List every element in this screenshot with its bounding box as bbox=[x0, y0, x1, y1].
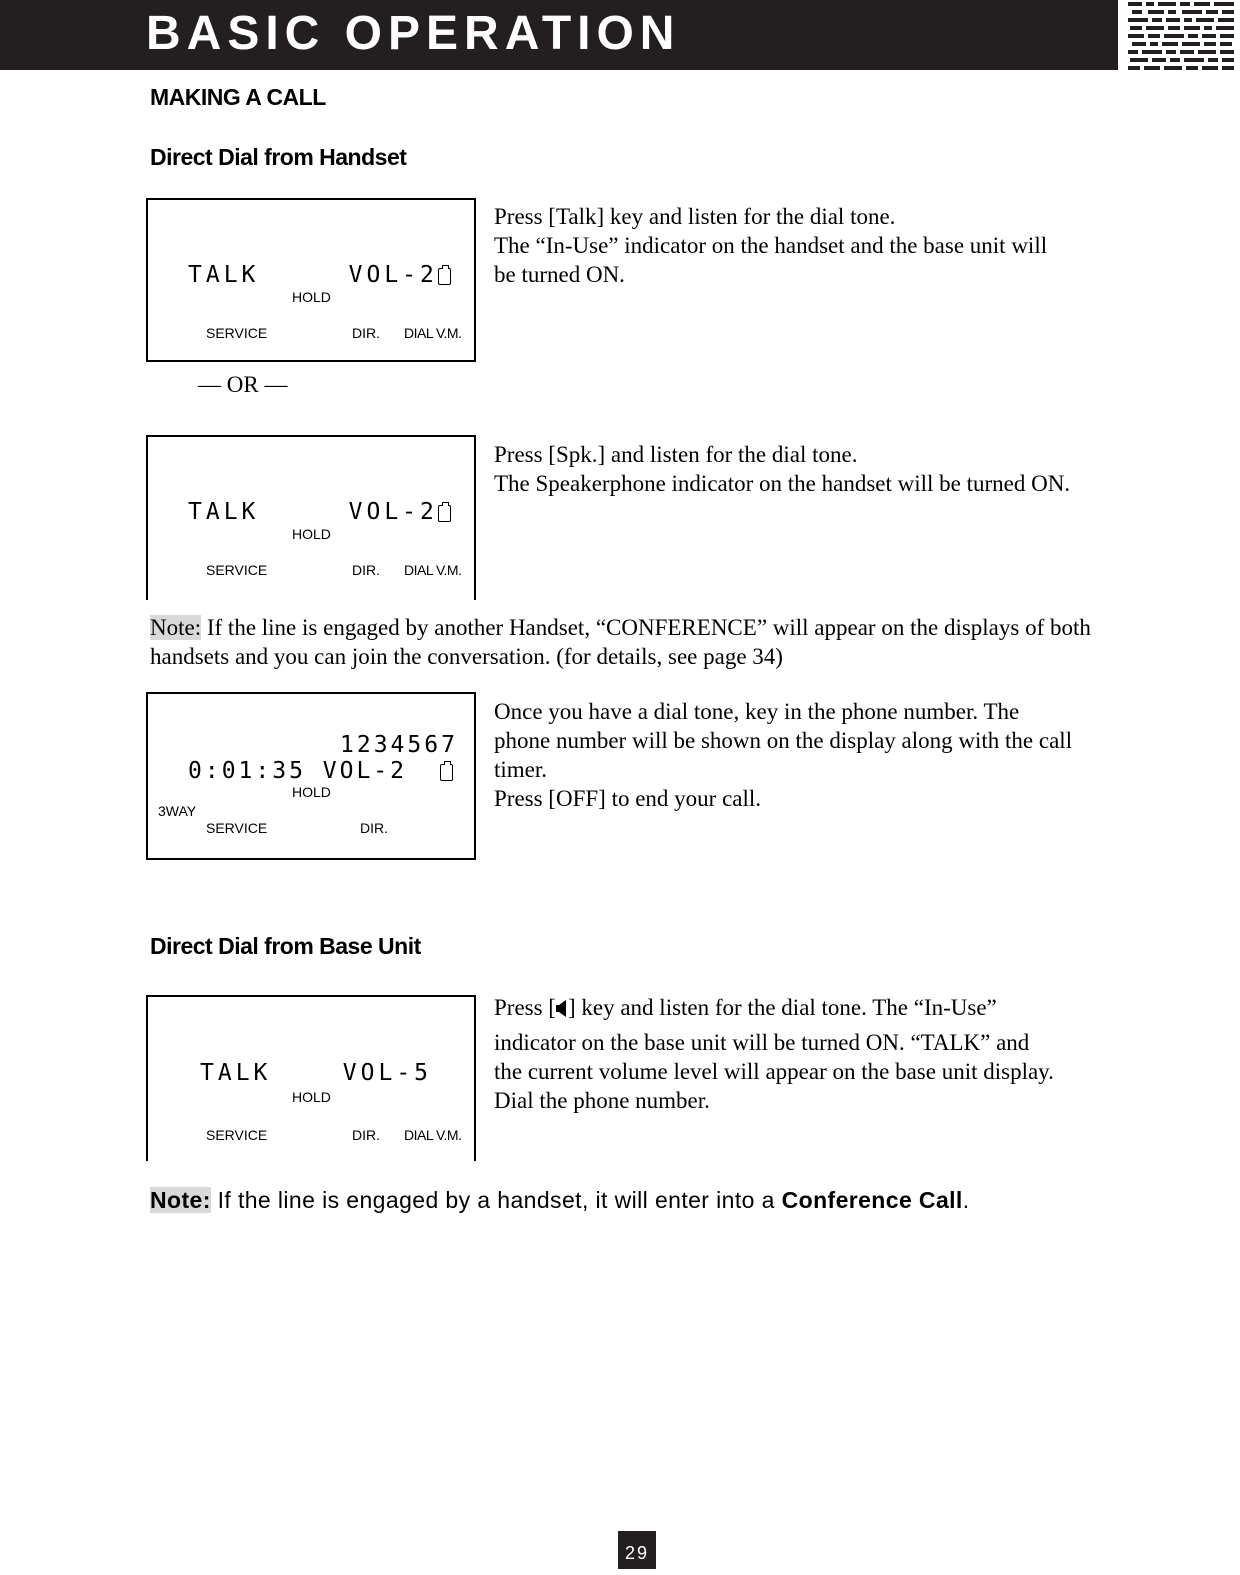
handset-display-3 bbox=[146, 692, 476, 860]
text-line: Press [Spk.] and listen for the dial tone. bbox=[494, 442, 858, 467]
base-conference-note bbox=[150, 1186, 1150, 1215]
base-heading: Direct Dial from Base Unit bbox=[150, 933, 421, 959]
text-line: phone number will be shown on the display along with the call bbox=[494, 728, 1073, 753]
section-title: MAKING A CALL bbox=[150, 84, 326, 110]
note-text-end: . bbox=[962, 1187, 970, 1213]
battery-icon bbox=[438, 505, 451, 522]
text-line: indicator on the base unit will be turned ON. “TALK” and bbox=[494, 1030, 1030, 1055]
text-line bbox=[494, 993, 1134, 1022]
display-call-timer: 0:01:35 VOL-2 bbox=[188, 758, 408, 784]
display-hold-label: HOLD bbox=[292, 289, 331, 305]
decorative-pattern bbox=[1126, 0, 1238, 72]
base-display bbox=[146, 995, 476, 1161]
note-text: If the line is engaged by a handset, it will enter into a bbox=[210, 1187, 782, 1213]
display-service-label: SERVICE bbox=[206, 820, 268, 836]
display-dial-vm-label: DIAL V.M. bbox=[404, 325, 462, 341]
display-hold-label: HOLD bbox=[292, 526, 331, 542]
text-fragment: ] key and listen for the dial tone. The “In-Use” bbox=[567, 995, 997, 1020]
display-dir-label: DIR. bbox=[360, 820, 388, 836]
battery-icon bbox=[438, 268, 451, 285]
conference-note bbox=[150, 613, 1135, 671]
display-service-label: SERVICE bbox=[206, 325, 268, 341]
text-line: be turned ON. bbox=[494, 262, 625, 287]
display-hold-label: HOLD bbox=[292, 784, 331, 800]
text-line: Dial the phone number. bbox=[494, 1088, 710, 1113]
display-phone-number: 1234567 bbox=[340, 732, 458, 758]
note-label: Note: bbox=[150, 615, 202, 640]
display-dir-label: DIR. bbox=[352, 325, 380, 341]
text-line: The “In-Use” indicator on the handset and the base unit will bbox=[494, 233, 1048, 258]
text-line: the current volume level will appear on the base unit display. bbox=[494, 1059, 1054, 1084]
text-line: The Speakerphone indicator on the handset will be turned ON. bbox=[494, 471, 1071, 496]
text-line: timer. bbox=[494, 757, 548, 782]
header-bar bbox=[0, 0, 1118, 70]
step-3-text bbox=[494, 697, 1134, 813]
text-line: Press [Talk] key and listen for the dial tone. bbox=[494, 204, 896, 229]
base-step-text bbox=[494, 993, 1134, 1115]
display-dial-vm-label: DIAL V.M. bbox=[404, 1127, 462, 1143]
handset-display-2 bbox=[146, 435, 476, 600]
display-hold-label: HOLD bbox=[292, 1089, 331, 1105]
note-bold-text: Conference Call bbox=[781, 1187, 963, 1213]
display-dir-label: DIR. bbox=[352, 562, 380, 578]
text-line: Once you have a dial tone, key in the phone number. The bbox=[494, 699, 1020, 724]
page-title: BASIC OPERATION bbox=[146, 7, 681, 60]
display-dial-vm-label: DIAL V.M. bbox=[404, 562, 462, 578]
or-separator: — OR — bbox=[198, 372, 288, 397]
display-main-text: TALK VOL-5 bbox=[200, 1060, 433, 1086]
display-main-text: TALK VOL-2 bbox=[188, 262, 438, 288]
speaker-icon bbox=[556, 1000, 568, 1017]
display-3way-label: 3WAY bbox=[158, 803, 197, 819]
battery-icon bbox=[440, 764, 453, 781]
note-label: Note: bbox=[150, 1187, 211, 1213]
handset-display-1 bbox=[146, 198, 476, 362]
text-line: Press [OFF] to end your call. bbox=[494, 786, 762, 811]
handset-heading: Direct Dial from Handset bbox=[150, 144, 407, 170]
step-2-text bbox=[494, 440, 1134, 498]
display-main-text: TALK VOL-2 bbox=[188, 499, 438, 525]
display-service-label: SERVICE bbox=[206, 1127, 268, 1143]
display-service-label: SERVICE bbox=[206, 562, 268, 578]
page-number: 29 bbox=[618, 1531, 656, 1569]
step-1-text bbox=[494, 202, 1134, 289]
text-fragment: Press [ bbox=[494, 995, 556, 1020]
note-text: If the line is engaged by another Handset, “CONFERENCE” will appear on the displays of both handsets and you can join the conversation. (for details, see page 34) bbox=[150, 615, 1091, 669]
display-dir-label: DIR. bbox=[352, 1127, 380, 1143]
